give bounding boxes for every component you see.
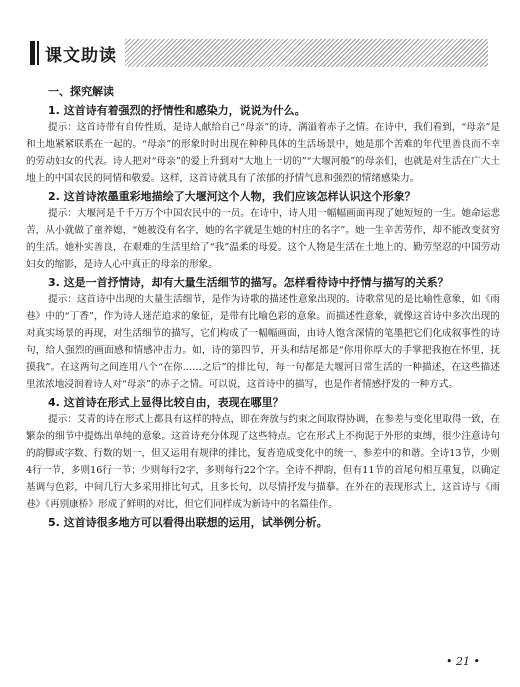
question-1: 1. 这首诗有着强烈的抒情性和感染力，说说为什么。 — [48, 104, 306, 117]
question-2: 2. 这首诗浓墨重彩地描绘了大堰河这个人物，我们应该怎样认识这个形象？ — [48, 190, 416, 203]
qa-item-3 — [26, 274, 500, 393]
qa-item-4 — [26, 394, 500, 513]
answer-3: 提示：这首诗中出现的大量生活细节，是作为诗歌的描述性意象出现的。诗歌常见的是比喻性意象，如《雨巷》中的“丁香”，作为诗人迷茫追求的象征，是带有比喻色彩的意象。而描述性意象，就像这首诗中多次出现的对真实场景的再现，对生活细节的描写，它们构成了一幅幅画面，由诗人饱含深情的笔墨把它们化成叙事性的诗句，给人强烈的画面感和情感冲击力。如，诗的第四节，开头和结尾都是“你用你厚大的手掌把我抱在怀里，抚摸我”。在这两句之间连用八个“在你……之后”的排比句，每一句都是大堰河日常生活的一种描述，在这些描述里浓浓地浸润着诗人对“母亲”的赤子之情。可以说，这首诗中的描写，也是作者情感抒发的一种方式。 — [26, 294, 500, 390]
content-area — [26, 84, 500, 531]
page-number: • 21 • — [446, 655, 480, 668]
qa-item-5 — [26, 514, 500, 531]
banner-title: 课文助读 — [45, 45, 117, 66]
answer-1: 提示：这首诗带有自传性质，是诗人献给自己“母亲”的诗，满溢着赤子之情。在诗中，我们看到，“母亲”是和土地紧紧联系在一起的。“母亲”的形象时时出现在种种具体的生活场景中，她是那个苦难的年代里善良而不幸的劳动妇女的代表。诗人把对“母亲”的爱上升到对“大地上一切的”“大堰河般”的母亲们，也就是对生活在广大土地上的中国农民的同情和敬爱。这样，这首诗就具有了浓郁的抒情气息和强烈的情绪感染力。 — [26, 122, 500, 184]
question-4: 4. 这首诗在形式上显得比较自由，表现在哪里？ — [48, 396, 284, 409]
qa-item-1 — [26, 102, 500, 187]
banner-thin-bar-icon — [37, 41, 39, 65]
answer-2: 提示：大堰河是千千万万个中国农民中的一员。在诗中，诗人用一幅幅画面再现了她短短的一生。她命运悲苦，从小就做了童养媳，“她被没有名字，她的名字就是生她的村庄的名字”。她一生辛苦劳作，却不能改变贫穷的生活。她朴实善良，在艰难的生活里给了“我”温柔的母爱。这个人物是生活在土地上的、勤劳坚忍的中国劳动妇女的缩影，是诗人心中真正的母亲的形象。 — [26, 208, 500, 270]
question-5: 5. 这首诗很多地方可以看得出联想的运用，试举例分析。 — [48, 516, 328, 529]
question-3: 3. 这是一首抒情诗，却有大量生活细节的描写。怎样看待诗中抒情与描写的关系？ — [48, 276, 449, 289]
answer-4: 提示：艾青的诗在形式上都具有这样的特点，即在奔放与约束之间取得协调，在参差与变化里取得一致，在繁杂的细节中提炼出单纯的意象。这首诗充分体现了这些特点。它在形式上不拘泥于外形的束缚，很少注意诗句的韵脚或字数、行数的划一，但又运用有规律的排比，复沓造成变化中的统一、参差中的和谐。全诗13节，少则4行一节，多则16行一节；少则每行2字，多则每行22个字。全诗不押韵，但有11节的首尾句相互重复，以确定基调与色彩，中间几行大多采用排比句式，且多长句，以尽情抒发与描摹。在外在的表现形式上，这首诗与《雨巷》《再别康桥》形成了鲜明的对比，但它们同样成为新诗中的名篇佳作。 — [26, 414, 500, 510]
banner-thick-bar-icon — [30, 41, 35, 65]
qa-item-2 — [26, 188, 500, 273]
banner-label — [28, 39, 125, 67]
section-heading: 一、探究解读 — [48, 85, 114, 98]
section-banner — [28, 39, 488, 67]
